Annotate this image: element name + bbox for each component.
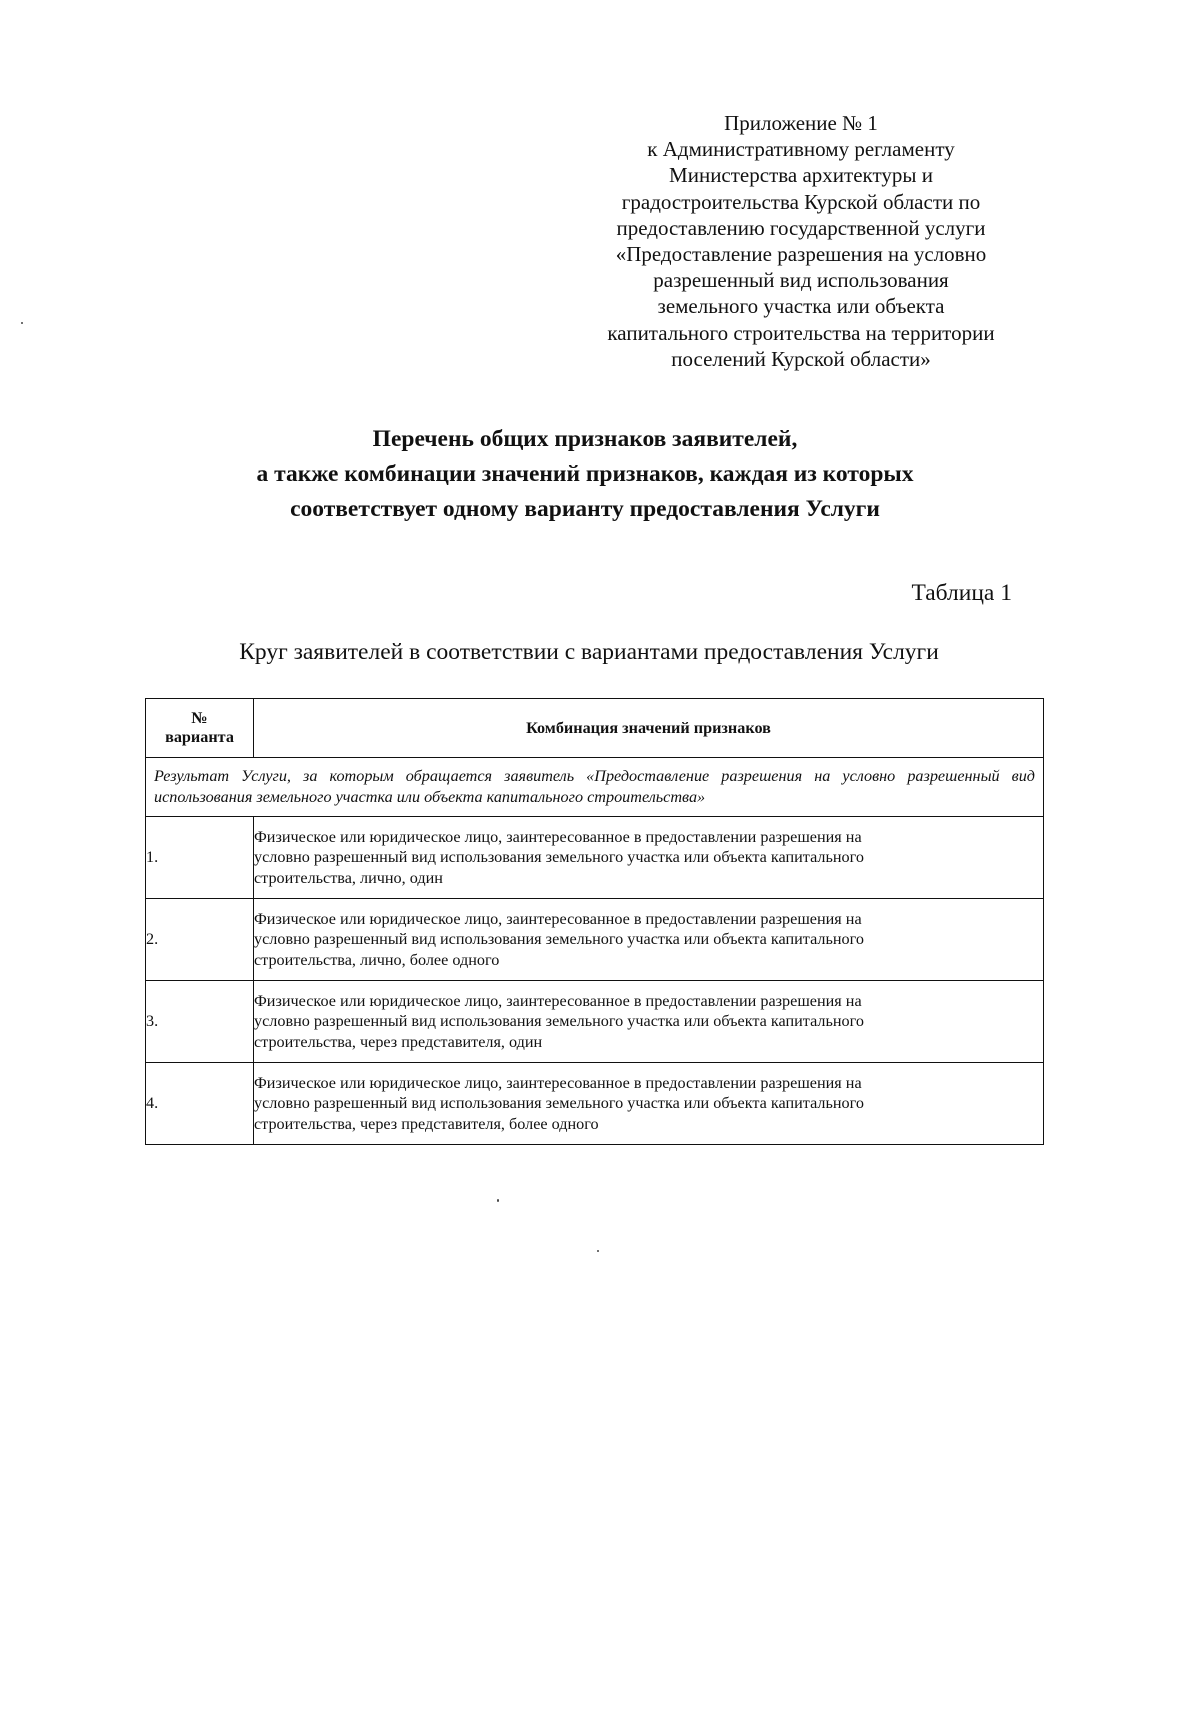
variant-number: 3.: [146, 981, 254, 1063]
variant-description: [254, 981, 1044, 1063]
variant-number-header: [146, 699, 254, 758]
appendix-header-line: поселений Курской области»: [671, 346, 931, 371]
document-title-line: а также комбинации значений признаков, каждая из которых: [256, 461, 914, 487]
variant-row: [146, 981, 1044, 1063]
applicants-table: [145, 698, 1044, 1145]
section-row: [146, 758, 1044, 817]
table-header-row: [146, 699, 1044, 758]
document-title-line: Перечень общих признаков заявителей,: [372, 426, 798, 452]
variant-description-line: строительства, лично, более одного: [254, 950, 500, 969]
appendix-header-line: к Административному регламенту: [647, 137, 955, 162]
variant-description-line: Физическое или юридическое лицо, заинтересованное в предоставлении разрешения на: [254, 827, 862, 846]
variant-description-line: Физическое или юридическое лицо, заинтересованное в предоставлении разрешения на: [254, 1073, 862, 1092]
table-label: Таблица 1: [911, 580, 1012, 606]
variant-number: 2.: [146, 899, 254, 981]
appendix-header-line: Министерства архитектуры и: [669, 163, 933, 188]
appendix-header-line: «Предоставление разрешения на условно: [615, 242, 987, 267]
scan-speck: [21, 322, 23, 324]
appendix-header: [585, 110, 1017, 372]
variant-row: [146, 899, 1044, 981]
variant-description-line: условно разрешенный вид использования земельного участка или объекта капитального: [254, 848, 864, 867]
appendix-header-line: градостроительства Курской области по: [621, 189, 981, 214]
appendix-header-line: капитального строительства на территории: [607, 320, 995, 345]
variant-description: [254, 817, 1044, 899]
variant-number: 1.: [146, 817, 254, 899]
variant-description-line: условно разрешенный вид использования земельного участка или объекта капитального: [254, 1012, 864, 1031]
document-title: [120, 422, 1050, 527]
appendix-header-line: разрешенный вид использования: [653, 268, 949, 293]
variant-description-line: Физическое или юридическое лицо, заинтересованное в предоставлении разрешения на: [254, 991, 862, 1010]
appendix-header-line: Приложение № 1: [724, 111, 878, 135]
appendix-header-line: предоставлению государственной услуги: [616, 215, 986, 240]
section-text: Результат Услуги, за которым обращается заявитель «Предоставление разрешения на условно разрешенный вид использования земельного участка или объекта капитального строительства»: [146, 758, 1044, 817]
appendix-header-line: земельного участка или объекта: [657, 294, 945, 319]
scan-speck: [497, 1199, 499, 1202]
variant-description: [254, 1063, 1044, 1145]
table-subtitle: Круг заявителей в соответствии с вариантами предоставления Услуги: [239, 639, 939, 665]
variant-row: [146, 1063, 1044, 1145]
variant-number: 4.: [146, 1063, 254, 1145]
variant-description-line: строительства, лично, один: [254, 868, 443, 887]
scan-speck: [597, 1250, 599, 1252]
combination-header: Комбинация значений признаков: [254, 699, 1044, 758]
variant-description-line: условно разрешенный вид использования земельного участка или объекта капитального: [254, 930, 864, 949]
variant-description-line: строительства, через представителя, более одного: [254, 1114, 599, 1133]
variant-description-line: условно разрешенный вид использования земельного участка или объекта капитального: [254, 1094, 864, 1113]
variant-description-line: Физическое или юридическое лицо, заинтересованное в предоставлении разрешения на: [254, 909, 862, 928]
variant-row: [146, 817, 1044, 899]
document-title-line: соответствует одному варианту предоставления Услуги: [290, 496, 880, 522]
variant-description: [254, 899, 1044, 981]
variant-number-header-symbol: №: [191, 709, 208, 727]
variant-description-line: строительства, через представителя, один: [254, 1032, 543, 1051]
variant-number-header-label: варианта: [165, 728, 234, 746]
